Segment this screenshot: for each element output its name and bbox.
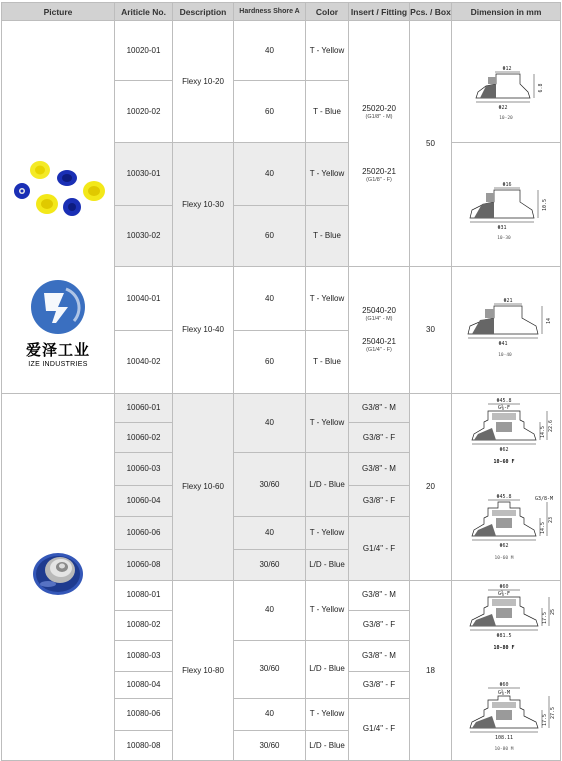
dim-height-inner: 17.5 [542,611,548,624]
hardness-cell: 40 [234,267,306,331]
description-cell: Flexy 10-60 [173,394,234,581]
dim-height-total: 22.6 [548,420,554,433]
article-cell: 10060-08 [115,550,173,581]
dim-height: 10.5 [542,198,548,211]
pcs-cell: 18 [410,581,452,761]
color-cell: T - Yellow [306,394,349,453]
article-cell: 10080-02 [115,610,173,640]
insert-cell: G3/8" - M [349,581,410,610]
article-cell: 10060-01 [115,394,173,423]
metal-suction-cup-image [2,394,114,760]
article-cell: 10060-06 [115,517,173,550]
fitting-code: 25020-20 [362,103,396,113]
header-article: Ariticle No. [115,3,173,21]
description-cell: Flexy 10-20 [173,21,234,143]
header-hardness: Hardness Shore A [234,3,306,21]
color-cell: L/D - Blue [306,640,349,698]
dim-height: 14 [546,317,552,325]
article-cell: 10030-01 [115,143,173,206]
drawing-10-60 [452,394,560,580]
hardness-cell: 30/60 [234,640,306,698]
header-dimension: Dimension in mm [452,3,561,21]
header-color: Color [306,3,349,21]
drawing-caption: 10-80 M [494,746,514,752]
article-cell: 10080-06 [115,698,173,730]
drawing-10-80-f [470,584,556,651]
header-picture: Picture [2,3,115,21]
dim-height: 6.8 [538,82,544,93]
color-cell: T - Yellow [306,143,349,206]
fitting-thread: (G1/8" - M) [365,113,393,120]
dim-top-diameter: Φ12 [502,65,512,72]
logo-chinese-text: 爱泽工业 [25,341,91,359]
logo-english-text: IZE INDUSTRIES [28,361,88,368]
insert-cell: G3/8" - F [349,486,410,517]
header-insert: Insert / Fitting [349,3,410,21]
insert-cell: G3/8" - M [349,453,410,486]
dim-height-total: 23 [548,517,554,524]
article-cell: 10080-03 [115,640,173,671]
article-cell: 10080-01 [115,581,173,610]
spec-table [1,2,561,761]
dim-top-diameter: Φ45.8 [496,398,512,405]
color-cell: L/D - Blue [306,453,349,517]
drawing-caption: 10-40 [498,353,512,358]
drawing-10-30 [452,144,560,266]
hardness-cell: 60 [234,331,306,394]
hardness-cell: 30/60 [234,453,306,517]
drawing-caption: 10-20 [499,115,513,121]
fitting-thread: (G1/4" - F) [366,347,392,353]
hardness-cell: 40 [234,143,306,206]
fitting-code: 25040-20 [362,306,396,315]
dim-bottom-diameter: Φ41 [498,341,508,347]
fitting-thread: (G1/4" - M) [365,316,393,322]
dim-height-inner: 17.5 [542,713,548,726]
insert-cell: G3/8" - F [349,423,410,453]
hardness-cell: 60 [234,81,306,143]
drawing-caption: 10-30 [497,235,511,241]
description-cell: Flexy 10-40 [173,267,234,394]
drawing-10-80 [452,582,560,760]
drawing-10-60-f [472,398,554,465]
description-cell: Flexy 10-80 [173,581,234,761]
hardness-cell: 40 [234,698,306,730]
header-row [2,3,561,21]
dim-height-total: 27.5 [550,706,556,719]
color-cell: T - Yellow [306,698,349,730]
article-cell: 10060-04 [115,486,173,517]
product-picture-cell [2,21,115,394]
color-cell: T - Blue [306,206,349,267]
insert-cell [349,267,410,394]
dimension-drawing-cell [452,581,561,761]
dim-top-diameter: Φ60 [499,681,509,688]
insert-cell [349,21,410,267]
drawing-caption: 10-80 F [493,644,515,651]
dim-bottom-diameter: Φ62 [499,543,509,550]
product-picture-cell [2,394,115,761]
hardness-cell: 30/60 [234,550,306,581]
pcs-cell: 30 [410,267,452,394]
hardness-cell: 40 [234,517,306,550]
dim-height-inner: 14.5 [540,426,546,439]
color-cell: T - Yellow [306,267,349,331]
hardness-cell: 40 [234,394,306,453]
dim-top-diameter: Φ45.8 [496,494,512,501]
description-cell: Flexy 10-30 [173,143,234,267]
dim-height-total: 25 [550,608,556,615]
fitting-thread: (G1/8" - F) [366,176,392,183]
article-cell: 10080-08 [115,731,173,761]
dim-bottom-diameter: 108.11 [494,734,514,741]
insert-cell: G1/4" - F [349,517,410,581]
dimension-drawing-cell [452,394,561,581]
dim-thread: G3/8-M [534,496,554,503]
article-cell: 10060-02 [115,423,173,453]
dimension-drawing-cell [452,21,561,143]
article-cell: 10030-02 [115,206,173,267]
dim-thread: G⅜-M [497,689,511,696]
color-cell: T - Yellow [306,517,349,550]
dim-bottom-diameter: Φ22 [498,104,508,111]
pcs-cell: 20 [410,394,452,581]
dimension-drawing-cell [452,143,561,267]
drawing-10-80-m [470,682,556,752]
suction-cups-image [2,21,114,393]
pcs-cell: 50 [410,21,452,267]
hardness-cell: 30/60 [234,731,306,761]
article-cell: 10040-02 [115,331,173,394]
drawing-10-40 [452,268,560,392]
hardness-cell: 40 [234,21,306,81]
company-logo [31,280,85,334]
fitting-code: 25040-21 [362,337,396,346]
color-cell: T - Yellow [306,21,349,81]
insert-cell: G1/4" - F [349,698,410,760]
drawing-10-60-m [472,494,554,561]
dim-bottom-diameter: Φ31 [497,224,507,231]
article-cell: 10020-01 [115,21,173,81]
insert-cell: G3/8" - F [349,610,410,640]
insert-cell: G3/8" - F [349,671,410,698]
drawing-caption: 10-60 M [494,556,514,562]
dim-top-diameter: Φ21 [503,298,513,304]
color-cell: L/D - Blue [306,550,349,581]
dim-thread: G⅜-F [497,405,511,412]
color-cell: L/D - Blue [306,731,349,761]
dimension-drawing-cell [452,267,561,394]
header-description: Description [173,3,234,21]
dim-thread: G⅜-F [497,590,511,597]
suction-cups-cluster [14,161,105,216]
dim-height-inner: 14.5 [540,522,546,535]
hardness-cell: 60 [234,206,306,267]
drawing-caption: 10-60 F [493,459,515,466]
dim-top-diameter: Φ16 [502,181,512,188]
color-cell: T - Blue [306,81,349,143]
color-cell: T - Blue [306,331,349,394]
header-pcs: Pcs. / Box [410,3,452,21]
article-cell: 10080-04 [115,671,173,698]
dim-top-diameter: Φ60 [499,583,509,590]
metal-suction-cup [33,553,83,595]
article-cell: 10040-01 [115,267,173,331]
dim-bottom-diameter: Φ62 [499,447,509,454]
insert-cell: G3/8" - M [349,394,410,423]
fitting-code: 25020-21 [362,166,396,176]
insert-cell: G3/8" - M [349,640,410,671]
color-cell: T - Yellow [306,581,349,640]
drawing-10-20 [452,22,560,142]
dim-bottom-diameter: Φ81.5 [496,632,512,639]
table-row [2,21,561,81]
table-row [2,394,561,423]
hardness-cell: 40 [234,581,306,640]
article-cell: 10020-02 [115,81,173,143]
article-cell: 10060-03 [115,453,173,486]
